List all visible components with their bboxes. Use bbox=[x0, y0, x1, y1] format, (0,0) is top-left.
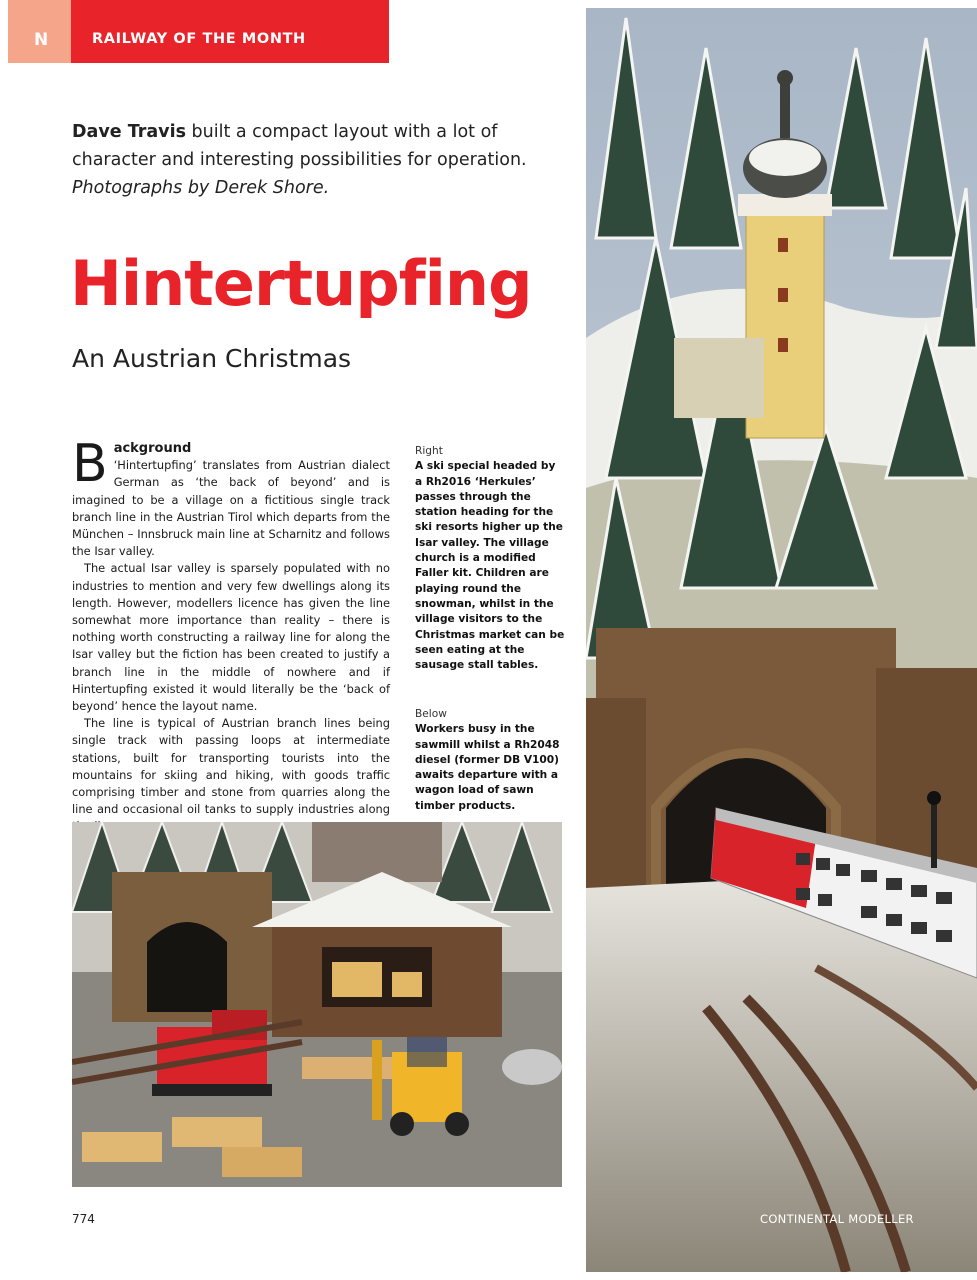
paragraph-1-text: ‘Hintertupfing’ translates from Austrian dialect German as ‘the back of beyond’ and is imagined to be a village on a fictitious single track branch line in the Austrian Tirol which departs from the München – Innsbruck main line at Scharnitz and follows the Isar valley. bbox=[72, 458, 390, 559]
photo-sawmill-diesel bbox=[72, 822, 562, 1187]
magazine-name: CONTINENTAL MODELLER bbox=[760, 1212, 914, 1226]
caption-right-text: A ski special headed by a Rh2016 ‘Herkules’ passes through the station heading for the ski resorts higher up the Isar valley. The village church is a modified Faller kit. Children are playing round the snowman, whilst in the village visitors to the Christmas market can be seen eating at the sausage stall tables. bbox=[415, 460, 565, 672]
section-tab bbox=[8, 0, 71, 63]
caption-right-label: Right bbox=[415, 445, 443, 457]
drop-cap: B bbox=[72, 434, 108, 494]
section-title: RAILWAY OF THE MONTH bbox=[92, 31, 306, 47]
standfirst-text: built a compact layout with a lot of character and interesting possibilities for operation. bbox=[72, 122, 527, 170]
caption-below bbox=[415, 707, 565, 814]
paragraph-1 bbox=[72, 434, 390, 560]
section-banner bbox=[71, 0, 389, 63]
photo-church-tunnel-train bbox=[586, 8, 977, 1272]
page-number: 774 bbox=[72, 1212, 95, 1226]
section-letter: N bbox=[34, 30, 49, 50]
author-name: Dave Travis bbox=[72, 122, 186, 142]
article-subtitle: An Austrian Christmas bbox=[72, 344, 352, 373]
caption-below-label: Below bbox=[415, 708, 447, 720]
article-title: Hintertupfing bbox=[70, 247, 532, 320]
caption-below-text: Workers busy in the sawmill whilst a Rh2048 diesel (former DB V100) awaits departure with a wagon load of sawn timber products. bbox=[415, 723, 560, 812]
paragraph-3: The line is typical of Austrian branch lines being single track with passing loops at intermediate stations, built for transporting tourists into the mountains for skiing and hiking, with goods traffic comprising timber and stone from quarries along the line and occasional oil tanks to supply industries along bbox=[72, 716, 390, 817]
caption-right bbox=[415, 444, 565, 673]
photo-credit: Photographs by Derek Shore. bbox=[72, 178, 330, 198]
section-heading: ackground bbox=[113, 441, 192, 456]
paragraph-2: The actual Isar valley is sparsely populated with no industries to mention and very few dwellings along its length. However, modellers licence has given the line somewhat more importance than reality – there is nothing worth constructing a railway line for along the Isar valley but the fiction has been created to justify a branch line in the middle of nowhere and if Hintertupfing existed it would literally be the ‘back of beyond’ hence the layout name. bbox=[72, 561, 390, 714]
article-body bbox=[72, 434, 390, 836]
standfirst bbox=[72, 118, 572, 202]
